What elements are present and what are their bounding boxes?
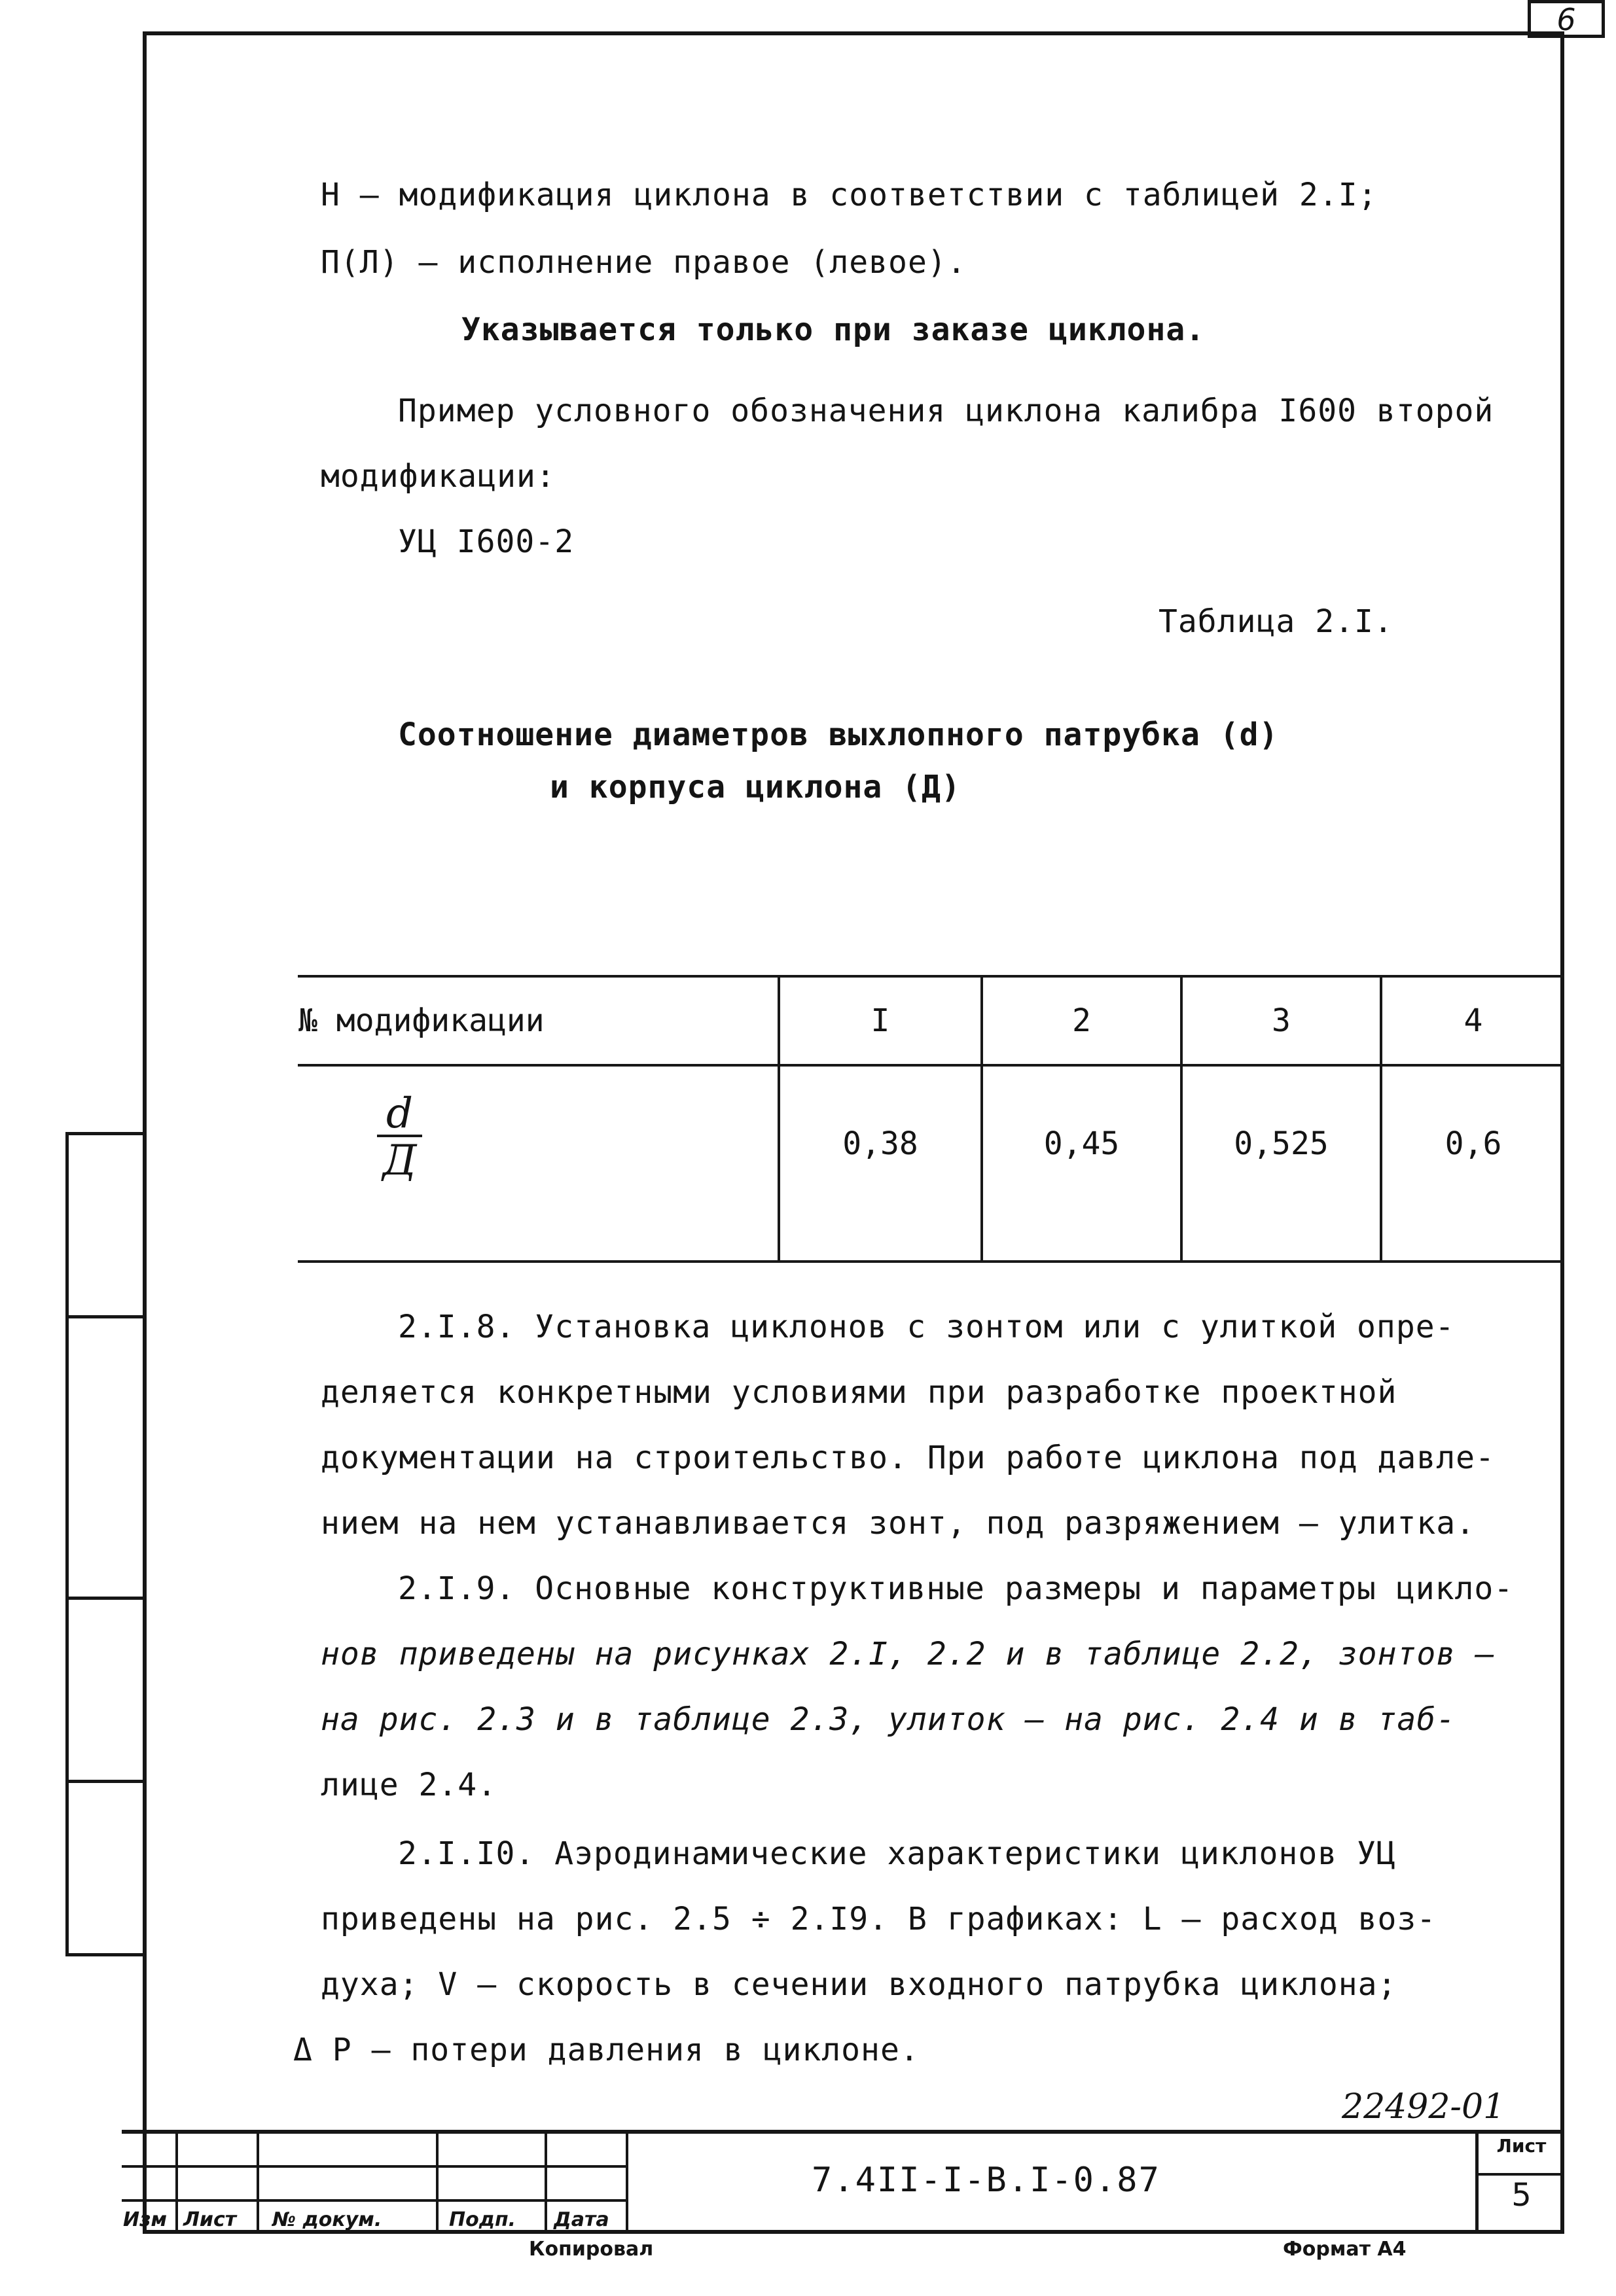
para-219-line3: на рис. 2.3 и в таблице 2.3, улиток – на рис. 2.4 и в таб- (321, 1701, 1456, 1738)
sheet-label: Лист (1496, 2135, 1547, 2157)
tb-divider (545, 2134, 547, 2234)
diameter-ratio-table (298, 975, 1564, 1263)
value-mod-3: 0,525 (1181, 1065, 1381, 1262)
tb-divider (626, 2134, 628, 2234)
column-head-change: Изм (123, 2208, 168, 2231)
para-2110-line3: духа; V – скорость в сечении входного патрубка циклона; (321, 1966, 1397, 2003)
table-row (298, 1065, 1564, 1262)
tb-row-line (122, 2165, 626, 2168)
strip-divider (65, 1780, 143, 1783)
para-219-line1: 2.I.9. Основные конструктивные размеры и параметры цикло- (398, 1570, 1514, 1607)
value-mod-2: 0,45 (982, 1065, 1181, 1262)
sheet-number-box (1475, 2130, 1564, 2234)
value-mod-4: 0,6 (1381, 1065, 1564, 1262)
copied-by-label: Копировал (529, 2238, 654, 2261)
para-219-line4: лице 2.4. (321, 1767, 497, 1803)
table-caption-line2: и корпуса циклона (Д) (550, 769, 961, 805)
text-line-example: Пример условного обозначения циклона калибра I600 второй (398, 393, 1494, 429)
ratio-cell (298, 1065, 779, 1262)
para-218-line3: документации на строительство. При работе циклона под давле- (321, 1439, 1495, 1476)
document-code: 7.4II-I-В.I-0.87 (812, 2161, 1160, 2200)
table-header-row (298, 976, 1564, 1065)
table-label: Таблица 2.I. (1158, 603, 1393, 640)
para-2110-line2: приведены на рис. 2.5 ÷ 2.I9. В графиках: L – расход воз- (321, 1901, 1437, 1937)
column-head-date: Дата (554, 2208, 609, 2231)
para-218-line1: 2.I.8. Установка циклонов с зонтом или с улиткой опре- (398, 1309, 1455, 1345)
header-mod-3: 3 (1181, 976, 1381, 1065)
strip-divider (65, 1315, 143, 1318)
tb-divider (436, 2134, 439, 2234)
archive-reference-number: 22492-01 (1342, 2087, 1505, 2127)
header-label: № модификации (298, 976, 779, 1065)
table-caption-line1: Соотношение диаметров выхлопного патрубка (d) (398, 716, 1279, 753)
column-head-sheet: Лист (183, 2208, 237, 2231)
tb-divider (257, 2134, 259, 2234)
para-218-line2: деляется конкретными условиями при разработке проектной (321, 1374, 1397, 1411)
text-line-execution: П(Л) – исполнение правое (левое). (321, 244, 967, 281)
format-label: Формат А4 (1283, 2238, 1407, 2261)
column-head-document: № докум. (272, 2208, 382, 2231)
ratio-denominator: Д (382, 1137, 417, 1185)
header-mod-1: I (779, 976, 982, 1065)
tb-row-line (122, 2199, 626, 2202)
text-line-modification: Н – модификация циклона в соответствии с таблицей 2.I; (321, 177, 1378, 213)
tb-divider (175, 2134, 178, 2234)
ratio-numerator: d (377, 1093, 422, 1137)
sheet-corner-number: 6 (1528, 0, 1605, 38)
header-mod-4: 4 (1381, 976, 1564, 1065)
ratio-fraction (377, 1089, 422, 1185)
para-219-line2: нов приведены на рисунках 2.I, 2.2 и в таблице 2.2, зонтов – (321, 1636, 1495, 1672)
header-mod-2: 2 (982, 976, 1181, 1065)
para-2110-line4: Δ Р – потери давления в циклоне. (293, 2032, 920, 2068)
para-218-line4: нием на нем устанавливается зонт, под разряжением – улитка. (321, 1505, 1476, 1542)
strip-divider (65, 1597, 143, 1600)
column-head-signature: Подп. (449, 2208, 516, 2231)
designation-example: УЦ I600-2 (398, 523, 575, 560)
para-2110-line1: 2.I.I0. Аэродинамические характеристики циклонов УЦ (398, 1835, 1396, 1872)
sheet-number: 5 (1479, 2173, 1564, 2214)
text-line-order-note: Указывается только при заказе циклона. (461, 311, 1206, 348)
value-mod-1: 0,38 (779, 1065, 982, 1262)
text-line-modification-label: модификации: (321, 458, 556, 495)
left-binding-strip (65, 1132, 143, 1956)
